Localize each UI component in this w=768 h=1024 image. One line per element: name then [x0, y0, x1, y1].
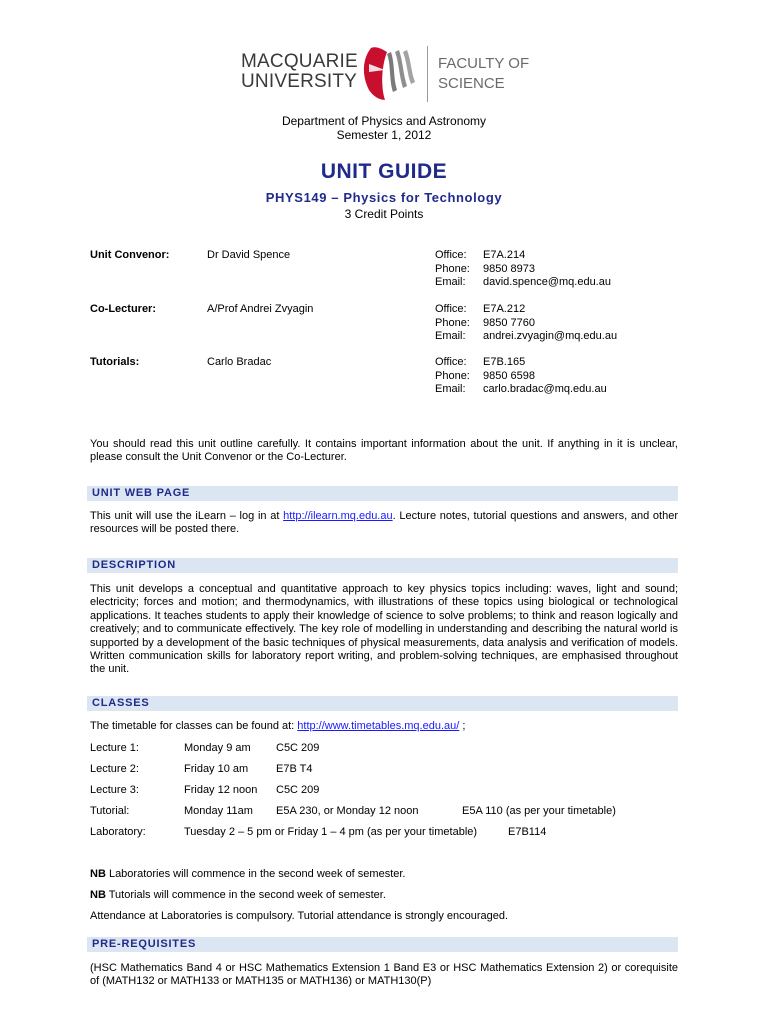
logo-mark-icon — [359, 44, 421, 102]
faculty-name: FACULTY OF SCIENCE — [438, 55, 530, 92]
phone: 9850 7760 — [483, 316, 535, 329]
contact-values — [483, 303, 617, 344]
prereq-paragraph: (HSC Mathematics Band 4 or HSC Mathematics Extension 1 Band E3 or HSC Mathematics Extension 2) or corequisite of (MATH132 or MATH133 or MATH135 or MATH136) or MATH130(P) — [90, 962, 678, 988]
contact-labels: Office: Phone: Email: — [435, 356, 470, 395]
logo-divider — [427, 46, 428, 102]
section-heading-prereq: PRE-REQUISITES — [87, 937, 678, 952]
semester: Semester 1, 2012 — [336, 128, 432, 142]
description-paragraph: This unit develops a conceptual and quantitative approach to key physics topics including: waves, light and sound; electricity; forces and motion; and thermodynamics, with illustrations of these topics using biological or technological applications. It teaches students to apply their knowledge of science to solve problems; to think and reason logically and creatively; and to communicate effectively. The key role of modelling in understanding and describing the natural world is supported by a development of the basic techniques of physical measurements, data analysis and verification of models. Written communication skills for laboratory report writing, and problem-solving techniques, are emphasised throughout the unit. — [90, 583, 678, 676]
contact-values — [483, 356, 607, 397]
contact-labels: Office: Phone: Email: — [435, 249, 470, 288]
intro-paragraph: You should read this unit outline carefully. It contains important information about the unit. If anything in it is unclear, please consult the Unit Convenor or the Co-Lecturer. — [90, 438, 678, 464]
unit-name: – Physics for Technology — [331, 190, 503, 205]
university-name: MACQUARIE UNIVERSITY — [241, 51, 358, 92]
credit-points: 3 Credit Points — [344, 207, 424, 221]
department-block — [0, 114, 768, 142]
note-laboratories: NB Laboratories will commence in the second week of semester. — [90, 868, 406, 880]
page-title: UNIT GUIDE — [320, 160, 448, 183]
timetable-intro: The timetable for classes can be found at: http://www.timetables.mq.edu.au/ ; — [90, 720, 466, 732]
section-heading-web: UNIT WEB PAGE — [87, 486, 678, 501]
office: E7A.214 — [483, 249, 526, 261]
university-logo — [241, 44, 531, 106]
email[interactable]: andrei.zvyagin@mq.edu.au — [483, 330, 618, 342]
email[interactable]: carlo.bradac@mq.edu.au — [483, 383, 607, 395]
staff-name: Carlo Bradac — [207, 356, 272, 368]
unit-title — [0, 190, 768, 205]
department-name: Department of Physics and Astronomy — [281, 114, 487, 128]
note-tutorials: NB Tutorials will commence in the second week of semester. — [90, 889, 386, 901]
email[interactable]: david.spence@mq.edu.au — [483, 276, 611, 288]
attendance-note: Attendance at Laboratories is compulsory. Tutorial attendance is strongly encouraged. — [90, 910, 509, 922]
staff-role: Co-Lecturer: — [90, 303, 157, 315]
staff-role: Tutorials: — [90, 356, 140, 368]
staff-role: Unit Convenor: — [90, 249, 170, 261]
timetable-link[interactable]: http://www.timetables.mq.edu.au/ — [297, 720, 460, 732]
section-heading-description: DESCRIPTION — [87, 558, 678, 573]
office: E7B.165 — [483, 356, 526, 368]
web-paragraph: This unit will use the iLearn – log in at http://ilearn.mq.edu.au. Lecture notes, tutorial questions and answers, and other resources will be posted there. — [90, 510, 678, 536]
phone: 9850 8973 — [483, 262, 535, 275]
contact-values — [483, 249, 611, 290]
ilearn-link[interactable]: http://ilearn.mq.edu.au — [283, 510, 393, 522]
staff-name: A/Prof Andrei Zvyagin — [207, 303, 314, 315]
staff-name: Dr David Spence — [207, 249, 291, 261]
office: E7A.212 — [483, 303, 526, 315]
contact-labels: Office: Phone: Email: — [435, 303, 470, 342]
unit-code: PHYS149 — [265, 190, 328, 205]
section-heading-classes: CLASSES — [87, 696, 678, 711]
phone: 9850 6598 — [483, 369, 535, 382]
